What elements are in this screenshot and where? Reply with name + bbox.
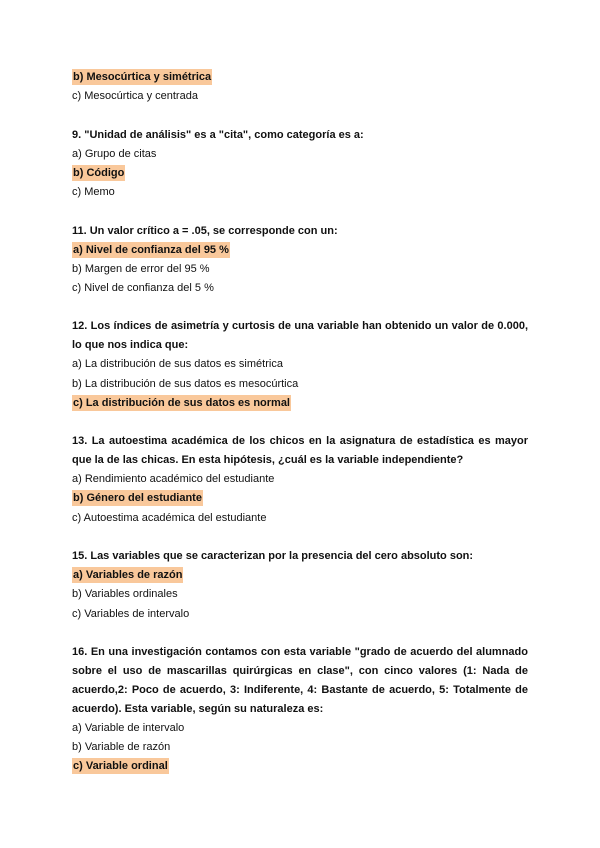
answer-option: c) Autoestima académica del estudiante bbox=[72, 511, 267, 524]
answer-option: a) Grupo de citas bbox=[72, 147, 157, 160]
answer-option: c) Mesocúrtica y centrada bbox=[72, 90, 198, 103]
answer-option bbox=[72, 566, 528, 585]
correct-answer-highlight: c) Variable ordinal bbox=[73, 760, 168, 773]
answer-option bbox=[72, 164, 528, 183]
answer-option bbox=[72, 489, 528, 508]
answer-option: b) La distribución de sus datos es mesocúrtica bbox=[72, 377, 299, 390]
answer-option: b) Variables ordinales bbox=[72, 588, 178, 601]
correct-answer-highlight: c) La distribución de sus datos es normal bbox=[73, 396, 290, 409]
question-text: 11. Un valor crítico a = .05, se corresponde con un: bbox=[72, 224, 338, 237]
answer-option: b) Variable de razón bbox=[72, 741, 171, 754]
question-text: 16. En una investigación contamos con esta variable "grado de acuerdo del alumnado sobre el uso de mascarillas quirúrgicas en clase", con cinco valores (1: Nada de acuerdo,2: Poco de acuerdo, 3: Indiferente, 4: Bastante de acuerdo, 5: Totalmente de acuerdo). Esta variable, según su naturaleza es: bbox=[72, 645, 528, 715]
question-text: 15. Las variables que se caracterizan por la presencia del cero absoluto son: bbox=[72, 549, 474, 562]
answer-option bbox=[72, 68, 528, 87]
correct-answer-highlight: b) Mesocúrtica y simétrica bbox=[73, 71, 212, 83]
question-text: 12. Los índices de asimetría y curtosis de una variable han obtenido un valor de 0.000, lo que nos indica que: bbox=[72, 320, 528, 352]
answer-option: a) Variable de intervalo bbox=[72, 721, 185, 734]
answer-option bbox=[72, 394, 528, 413]
correct-answer-highlight: a) Nivel de confianza del 95 % bbox=[73, 243, 229, 256]
answer-option bbox=[72, 757, 528, 776]
correct-answer-highlight: a) Variables de razón bbox=[73, 569, 183, 582]
answer-option: a) Rendimiento académico del estudiante bbox=[72, 473, 275, 486]
correct-answer-highlight: b) Género del estudiante bbox=[73, 492, 202, 505]
question-text: 13. La autoestima académica de los chicos en la asignatura de estadística es mayor que la de las chicas. En esta hipótesis, ¿cuál es la variable independiente? bbox=[72, 435, 528, 467]
answer-option: b) Margen de error del 95 % bbox=[72, 262, 210, 275]
question-text: 9. "Unidad de análisis" es a "cita", como categoría es a: bbox=[72, 128, 364, 141]
answer-option: c) Variables de intervalo bbox=[72, 607, 190, 620]
answer-option: a) La distribución de sus datos es simétrica bbox=[72, 358, 283, 371]
correct-answer-highlight: b) Código bbox=[73, 166, 125, 179]
answer-option: c) Memo bbox=[72, 186, 115, 199]
quiz-page bbox=[72, 68, 528, 776]
answer-option: c) Nivel de confianza del 5 % bbox=[72, 282, 214, 295]
answer-option bbox=[72, 241, 528, 260]
